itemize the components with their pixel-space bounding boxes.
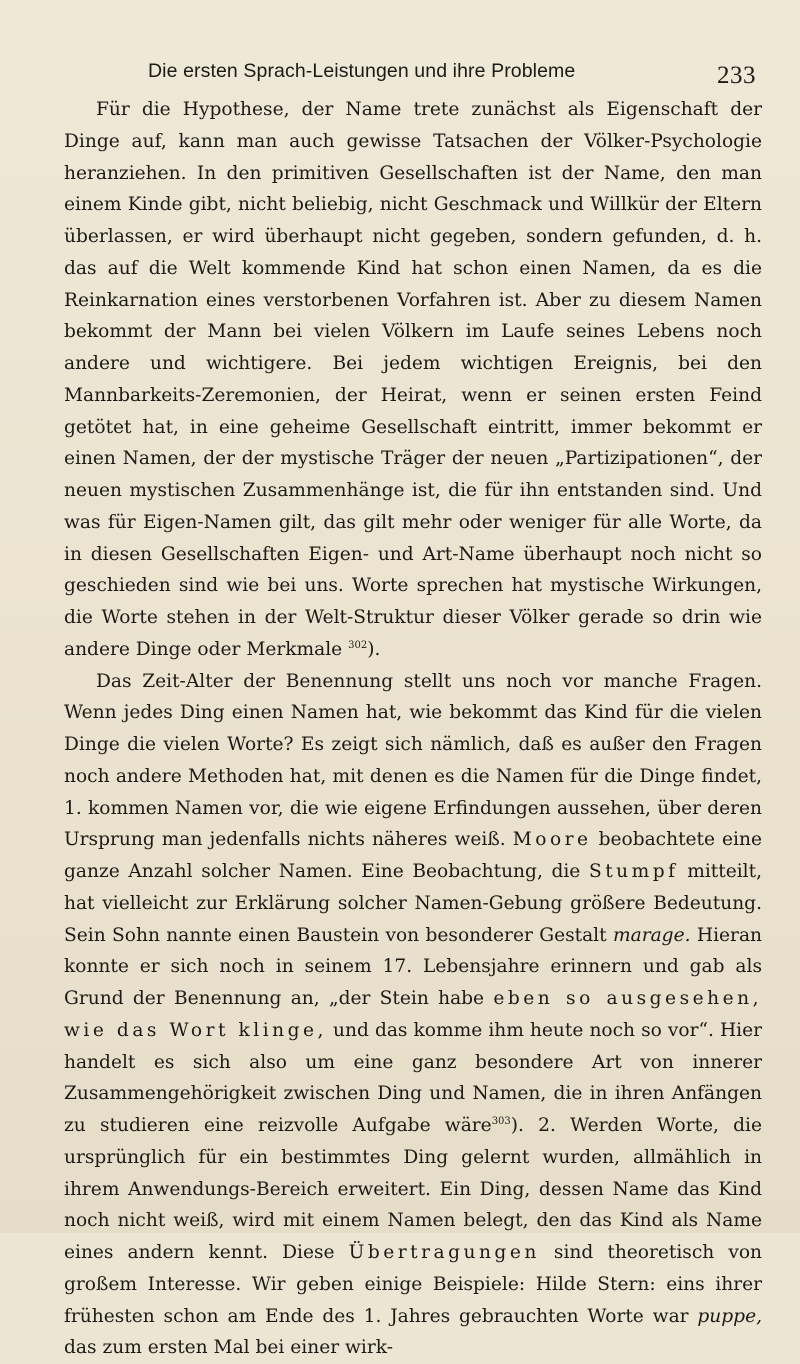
author-name-stumpf: Stumpf xyxy=(589,861,679,882)
page-header xyxy=(64,60,762,94)
footnote-reference: 303 xyxy=(492,1116,511,1127)
text-segment: sind theoretisch von großem Interesse. Wir geben einige Beispiele: Hilde Stern: eins ihrer frühesten schon am Ende des 1. Jahres gebrauchten Worte war xyxy=(64,1242,762,1327)
text-segment: beobachtete eine ganze Anzahl solcher Namen. Eine Beobachtung, die xyxy=(64,829,762,882)
text-segment: ). 2. Werden Worte, die ursprünglich für ein bestimmtes Ding gelernt wurden, allmählich in ihrem Anwendungs-Bereich erweitert. Ein Ding, dessen Name das Kind noch nicht weiß, wird mit einem Namen belegt, den das Kind als Name eines andern kennt. Diese xyxy=(64,1115,762,1263)
paragraph xyxy=(64,666,762,1364)
footnote-reference: 302 xyxy=(348,640,367,651)
italic-word-puppe: puppe, xyxy=(697,1306,762,1327)
spaced-emphasis: eben so ausgesehen, wie das Wort klinge, xyxy=(64,988,762,1041)
text-segment: mitteilt, hat vielleicht zur Erklärung solcher Namen-Gebung größere Bedeutung. Sein Sohn nannte einen Baustein von besonderer Gestalt xyxy=(64,861,762,946)
text-segment: Hieran konnte er sich noch in seinem 17. Lebensjahre erinnern und gab als Grund der Benennung an, „der Stein habe xyxy=(64,925,762,1010)
text-segment: ). xyxy=(367,639,380,660)
text-segment: Das Zeit-Alter der Benennung stellt uns noch vor manche Fragen. Wenn jedes Ding einen Namen hat, wie bekommt das Kind für die vielen Dinge die vielen Worte? Es zeigt sich nämlich, daß es außer den Fragen noch andere Methoden hat, mit denen es die Namen für die Dinge findet, 1. kommen Namen vor, die wie eigene Erfindungen aussehen, über deren Ursprung man jedenfalls nichts näheres weiß. xyxy=(64,671,762,851)
text-segment: das zum ersten Mal bei einer wirk- xyxy=(64,1337,393,1358)
body-text xyxy=(64,94,762,1364)
page-number: 233 xyxy=(717,62,756,90)
text-segment: Für die Hypothese, der Name trete zunächst als Eigenschaft der Dinge auf, kann man auch gewisse Tatsachen der Völker-Psychologie heranziehen. In den primitiven Gesellschaften ist der Name, den man einem Kinde gibt, nicht beliebig, nicht Geschmack und Willkür der Eltern überlassen, er wird überhaupt nicht gegeben, sondern gefunden, d. h. das auf die Welt kommende Kind hat schon einen Namen, da es die Reinkarnation eines verstorbenen Vorfahren ist. Aber zu diesem Namen bekommt der Mann bei vielen Völkern im Laufe seines Lebens noch andere und wichtigere. Bei jedem wichtigen Ereignis, bei den Mannbarkeits-Zeremonien, der Heirat, wenn er seinen ersten Feind getötet hat, in eine geheime Gesellschaft eintritt, immer bekommt er einen Namen, der der mystische Träger der neuen „Partizipationen“, der neuen mystischen Zusammenhänge ist, die für ihn entstanden sind. Und was für Eigen-Namen gilt, das gilt mehr oder weniger für alle Worte, da in diesen Gesellschaften Eigen- und Art-Name überhaupt noch nicht so geschieden sind wie bei uns. Worte sprechen hat mystische Wirkungen, die Worte stehen in der Welt-Struktur dieser Völker gerade so drin wie andere Dinge oder Merkmale xyxy=(64,99,762,660)
author-name-moore: Moore xyxy=(513,829,592,850)
italic-word-marage: marage. xyxy=(613,925,691,946)
paragraph xyxy=(64,94,762,666)
text-segment: und das komme ihm heute noch so vor“. Hier handelt es sich also um eine ganz besondere Art von innerer Zusammengehörigkeit zwischen Ding und Namen, die in ihren Anfängen zu studieren eine reizvolle Aufgabe wäre xyxy=(64,1020,762,1136)
running-head: Die ersten Sprach-Leistungen und ihre Probleme xyxy=(148,60,575,83)
spaced-emphasis: Übertragungen xyxy=(349,1242,540,1263)
